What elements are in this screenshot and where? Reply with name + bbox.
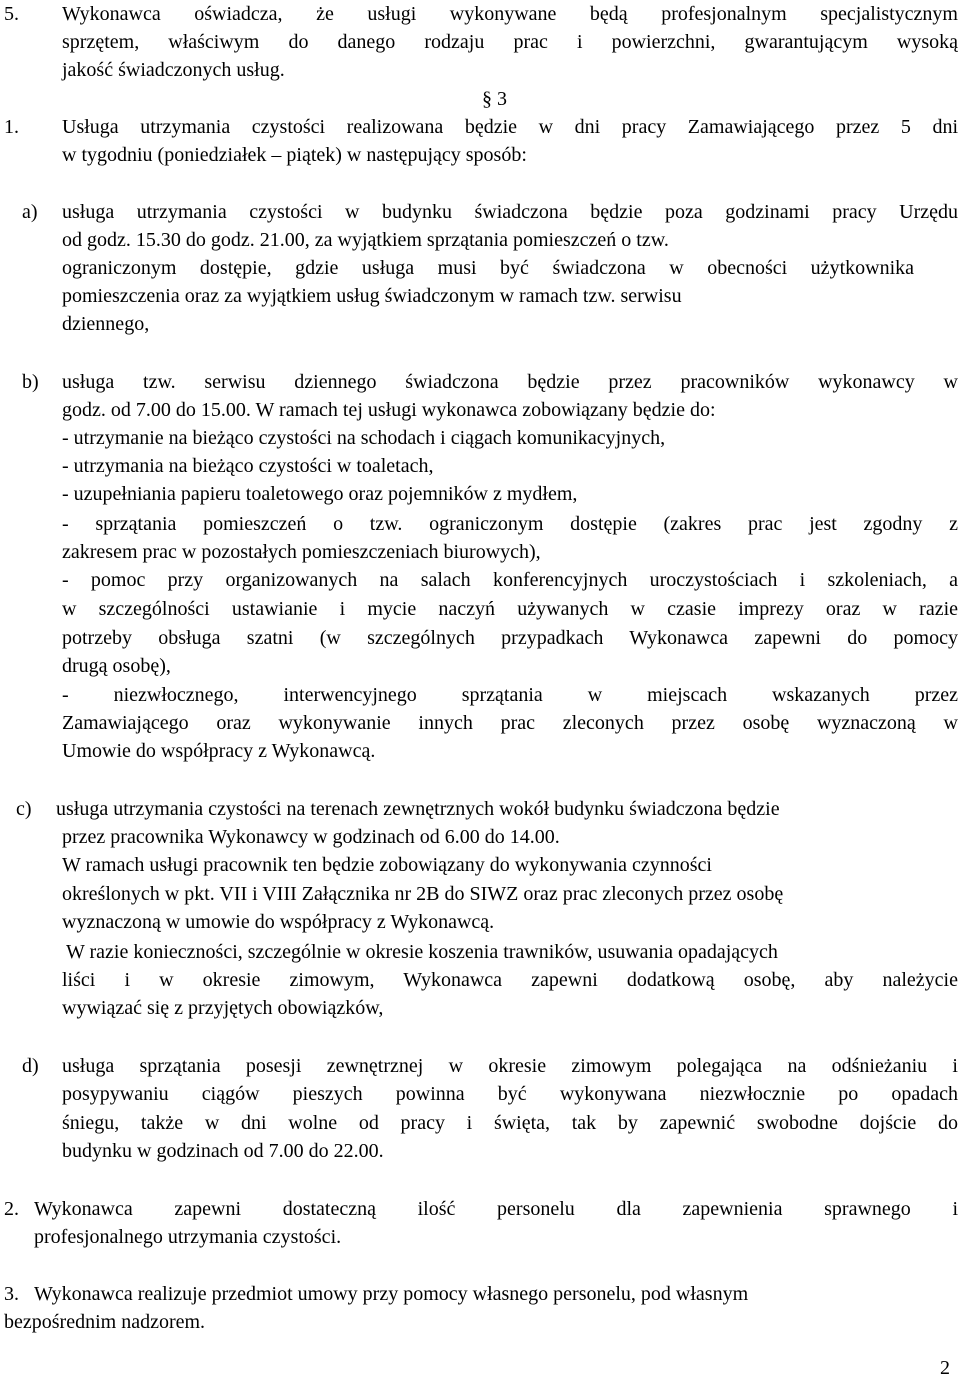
point-b-line-7: zakresem prac w pozostałych pomieszczeniach biurowych),	[62, 541, 541, 563]
point-d-line-2: posypywaniu ciągów pieszych powinna być wykonywana niezwłocznie po opadach	[62, 1083, 958, 1105]
page-number: 2	[940, 1357, 950, 1379]
p3-line-2: bezpośrednim nadzorem.	[4, 1311, 206, 1333]
p2-number: 2.	[4, 1198, 19, 1220]
point-b-line-2: godz. od 7.00 do 15.00. W ramach tej usługi wykonawca zobowiązany będzie do:	[62, 399, 716, 421]
point-c-line-6: W razie konieczności, szczególnie w okresie koszenia trawników, usuwania opadających	[66, 941, 778, 963]
point-b-line-12: - niezwłocznego, interwencyjnego sprzątania w miejscach wskazanych przez	[62, 684, 958, 706]
point-b-line-4: - utrzymania na bieżąco czystości w toaletach,	[62, 455, 434, 477]
point-b-line-13: Zamawiającego oraz wykonywanie innych prac zleconych przez osobę wyznaczoną w	[62, 712, 958, 734]
point-c-line-2: przez pracownika Wykonawcy w godzinach od 6.00 do 14.00.	[62, 826, 560, 848]
point-a-line-5: dziennego,	[62, 313, 150, 335]
p1-line-1: Usługa utrzymania czystości realizowana będzie w dni pracy Zamawiającego przez 5 dni	[62, 116, 958, 138]
p1-number: 1.	[4, 116, 19, 138]
point-b-line-11: drugą osobę),	[62, 655, 171, 677]
point-c-label: c)	[16, 798, 32, 820]
p2-line-1: Wykonawca zapewni dostateczną ilość personelu dla zapewnienia sprawnego i	[34, 1198, 958, 1220]
point-a-line-4: pomieszczenia oraz za wyjątkiem usług świadczonym w ramach tzw. serwisu	[62, 285, 682, 307]
point-a-label: a)	[22, 201, 38, 223]
point-a-line-2: od godz. 15.30 do godz. 21.00, za wyjątkiem sprzątania pomieszczeń o tzw.	[62, 229, 669, 251]
point-b-line-5: - uzupełniania papieru toaletowego oraz pojemników z mydłem,	[62, 483, 578, 505]
p1-line-2: w tygodniu (poniedziałek – piątek) w następujący sposób:	[62, 144, 527, 166]
point-a-line-1: usługa utrzymania czystości w budynku świadczona będzie poza godzinami pracy Urzędu	[62, 201, 958, 223]
point-c-line-1: usługa utrzymania czystości na terenach zewnętrznych wokół budynku świadczona będzie	[56, 798, 780, 820]
point-d-line-4: budynku w godzinach od 7.00 do 22.00.	[62, 1140, 384, 1162]
point-c-line-5: wyznaczoną w umowie do współpracy z Wykonawcą.	[62, 911, 495, 933]
item5-line-1: Wykonawca oświadcza, że usługi wykonywane będą profesjonalnym specjalistycznym	[62, 3, 958, 25]
item5-line-2: sprzętem, właściwym do danego rodzaju prac i powierzchni, gwarantującym wysoką	[62, 31, 958, 53]
p2-line-2: profesjonalnego utrzymania czystości.	[34, 1226, 342, 1248]
p3-number: 3.	[4, 1283, 19, 1305]
point-b-line-8: - pomoc przy organizowanych na salach konferencyjnych uroczystościach i szkoleniach, a	[62, 569, 958, 591]
point-d-line-1: usługa sprzątania posesji zewnętrznej w okresie zimowym polegająca na odśnieżaniu i	[62, 1055, 958, 1077]
point-d-label: d)	[22, 1055, 39, 1077]
point-c-line-7: liści i w okresie zimowym, Wykonawca zapewni dodatkową osobę, aby należycie	[62, 969, 958, 991]
point-b-line-6: - sprzątania pomieszczeń o tzw. ograniczonym dostępie (zakres prac jest zgodny z	[62, 513, 958, 535]
point-b-line-3: - utrzymanie na bieżąco czystości na schodach i ciągach komunikacyjnych,	[62, 427, 666, 449]
point-b-line-10: potrzeby obsługa szatni (w szczególnych przypadkach Wykonawca zapewni do pomocy	[62, 627, 958, 649]
point-c-line-4: określonych w pkt. VII i VIII Załącznika nr 2B do SIWZ oraz prac zleconych przez osobę	[62, 883, 784, 905]
point-c-line-8: wywiązać się z przyjętych obowiązków,	[62, 997, 384, 1019]
point-a-line-3: ograniczonym dostępie, gdzie usługa musi być świadczona w obecności użytkownika	[62, 257, 914, 279]
point-b-label: b)	[22, 371, 39, 393]
item5-number: 5.	[4, 3, 19, 25]
point-b-line-14: Umowie do współpracy z Wykonawcą.	[62, 740, 376, 762]
point-b-line-9: w szczególności ustawianie i mycie naczyń używanych w czasie imprezy oraz w razie	[62, 598, 958, 620]
point-c-line-3: W ramach usługi pracownik ten będzie zobowiązany do wykonywania czynności	[62, 854, 712, 876]
point-d-line-3: śniegu, także w dni wolne od pracy i święta, tak by zapewnić swobodne dojście do	[62, 1112, 958, 1134]
point-b-line-1: usługa tzw. serwisu dziennego świadczona będzie przez pracowników wykonawcy w	[62, 371, 958, 393]
item5-line-3: jakość świadczonych usług.	[62, 59, 285, 81]
section-heading: § 3	[482, 88, 507, 110]
p3-line-1: Wykonawca realizuje przedmiot umowy przy pomocy własnego personelu, pod własnym	[34, 1283, 749, 1305]
